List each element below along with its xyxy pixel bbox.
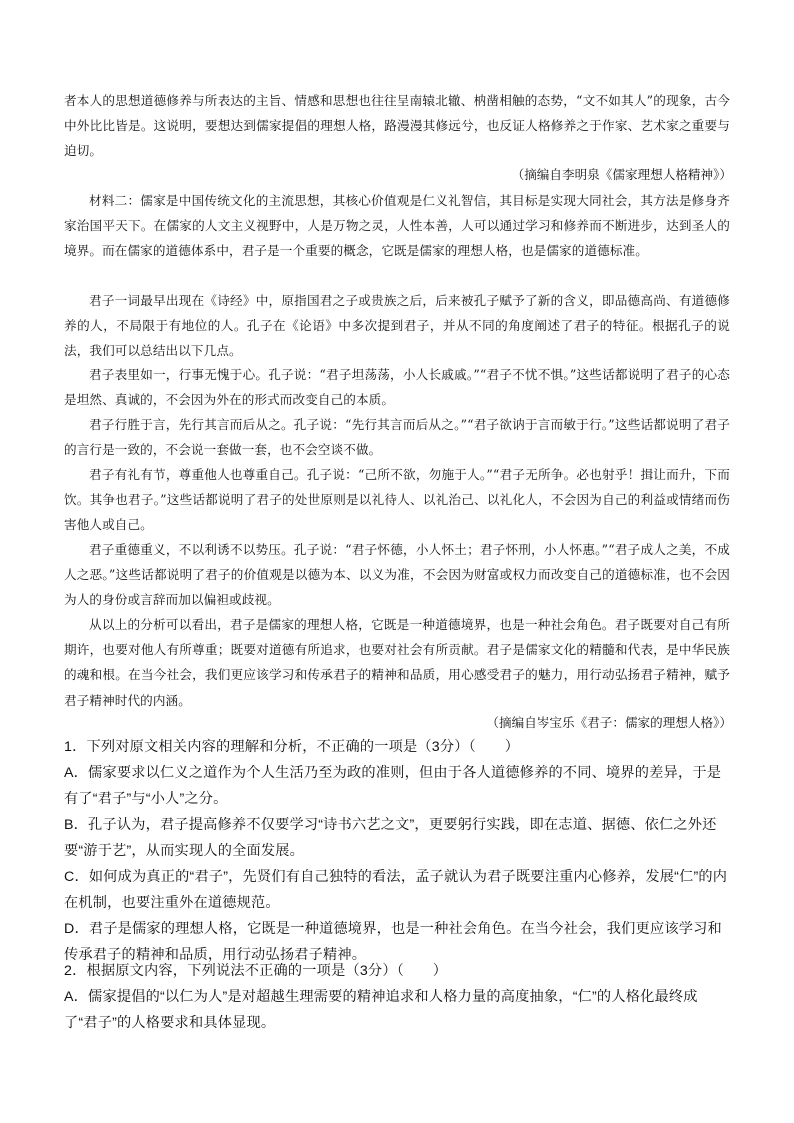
question-2-stem: 2．根据原文内容，下列说法不正确的一项是（3分）（ ） <box>64 963 448 979</box>
paragraph-material-two: 材料二：儒家是中国传统文化的主流思想，其核心价值观是仁义礼智信，其目标是实现大同社会，其方法是修身齐家治国平天下。在儒家的人文主义视野中，人是万物之灵，人性本善，人可以通过学习和修养而不断进步，达到圣人的境界。而在儒家的道德体系中，君子是一个重要的概念，它既是儒家的理想人格，也是儒家的道德标准。 <box>64 193 730 259</box>
paragraph-junzi-etiquette: 君子有礼有节，尊重他人也尊重自己。孔子说：“己所不欲，勿施于人。”“君子无所争。必也射乎！揖让而升，下而饮。其争也君子。”这些话都说明了君子的处世原则是以礼待人、以礼治己、以礼化人，不会因为自己的利益或情绪而伤害他人或自己。 <box>64 467 730 533</box>
question-2 <box>64 958 730 1036</box>
question-1-option-d: D．君子是儒家的理想人格，它既是一种道德境界，也是一种社会角色。在当今社会，我们更应该学习和传承君子的精神和品质，用行动弘扬君子精神。 <box>64 921 722 963</box>
question-1-option-b: B．孔子认为，君子提高修养不仅要学习“诗书六艺之文”，更要躬行实践，即在志道、据德、依仁之外还要“游于艺”，从而实现人的全面发展。 <box>64 817 717 859</box>
paragraph-junzi-action: 君子行胜于言，先行其言而后从之。孔子说：“先行其言而后从之。”“君子欲讷于言而敏于行。”这些话都说明了君子的言行是一致的，不会说一套做一套，也不会空谈不做。 <box>64 417 730 458</box>
question-1-option-a: A．儒家要求以仁义之道作为个人生活乃至为政的准则，但由于各人道德修养的不同、境界的差异，于是有了“君子”与“小人”之分。 <box>64 765 722 807</box>
question-1-option-c: C．如何成为真正的“君子”，先贤们有自己独特的看法，孟子就认为君子既要注重内心修养，发展“仁”的内在机制，也要注重外在道德规范。 <box>64 869 728 911</box>
paragraph-junzi-virtue: 君子重德重义，不以利诱不以势压。孔子说：“君子怀德，小人怀土；君子怀刑，小人怀惠。”“君子成人之美，不成人之恶。”这些话都说明了君子的价值观是以德为本、以义为准，不会因为财富或权力而改变自己的道德标准，也不会因为人的身份或言辞而加以偏袒或歧视。 <box>64 542 730 608</box>
paragraph-intro-continuation: 者本人的思想道德修养与所表达的主旨、情感和思想也往往呈南辕北辙、枘凿相触的态势，“文不如其人”的现象，古今中外比比皆是。这说明，要想达到儒家提倡的理想人格，路漫漫其修远兮，也反证人格修养之于作家、艺术家之重要与迫切。 <box>64 93 730 159</box>
paragraph-conclusion: 从以上的分析可以看出，君子是儒家的理想人格，它既是一种道德境界，也是一种社会角色。君子既要对自己有所期许，也要对他人有所尊重；既要对道德有所追求，也要对社会有所贡献。君子是儒家文化的精髓和代表，是中华民族的魂和根。在当今社会，我们更应该学习和传承君子的精神和品质，用心感受君子的魅力，用行动弘扬君子精神，赋予君子精神时代的内涵。 <box>64 617 730 708</box>
paragraph-junzi-origin: 君子一词最早出现在《诗经》中，原指国君之子或贵族之后，后来被孔子赋予了新的含义，即品德高尚、有道德修养的人，不局限于有地位的人。孔子在《论语》中多次提到君子，并从不同的角度阐述了君子的特征。根据孔子的说法，我们可以总结出以下几点。 <box>64 293 730 359</box>
question-2-option-a: A．儒家提倡的“以仁为人”是对超越生理需要的精神追求和人格力量的高度抽象，“仁”的人格化最终成了“君子”的人格要求和具体显现。 <box>64 989 698 1031</box>
paragraph-junzi-sincerity: 君子表里如一，行事无愧于心。孔子说：“君子坦荡荡，小人长戚戚。”“君子不忧不惧。”这些话都说明了君子的心态是坦然、真诚的，不会因为外在的形式而改变自己的本质。 <box>64 367 730 408</box>
question-1-stem: 1．下列对原文相关内容的理解和分析，不正确的一项是（3分）（ ） <box>64 739 520 755</box>
question-1 <box>64 734 730 968</box>
source-citation-2: （摘编自岑宝乐《君子：儒家的理想人格》） <box>486 715 732 730</box>
source-citation-1: （摘编自李明泉《儒家理想人格精神》） <box>511 167 732 182</box>
